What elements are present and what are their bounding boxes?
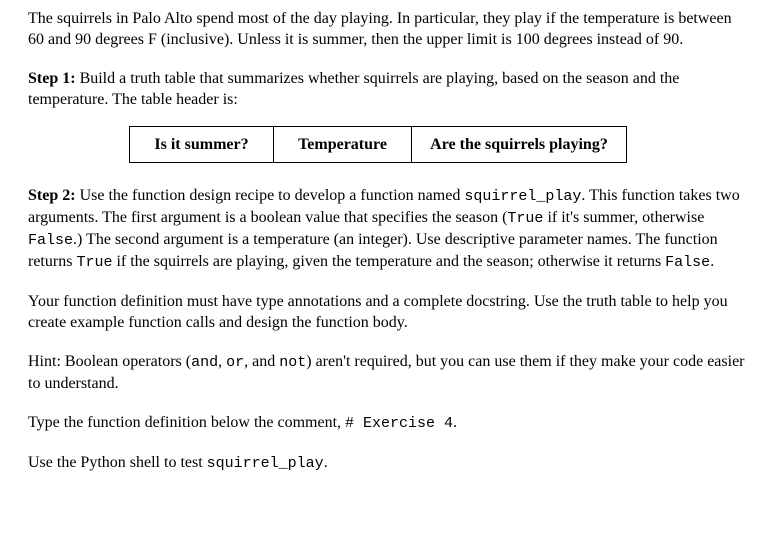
code-function-name-2: squirrel_play <box>206 455 324 472</box>
code-function-name: squirrel_play <box>464 188 582 205</box>
step1-text: Build a truth table that summarizes whether squirrels are playing, based on the season and the temperature. The table header is: <box>28 70 680 108</box>
header-cell-temperature: Temperature <box>274 127 412 163</box>
requirements-paragraph: Your function definition must have type annotations and a complete docstring. Use the truth table to help you create example function calls and design the function body. <box>28 293 728 331</box>
hint-text-3: , and <box>244 353 280 370</box>
hint-text-4: ) aren't required, but you can use them if they make your code easier to understand. <box>28 353 745 392</box>
type-text-2: . <box>453 414 458 431</box>
code-exercise-comment: # Exercise 4 <box>345 415 454 432</box>
code-and: and <box>191 354 219 371</box>
table-header-row <box>130 127 627 163</box>
intro-paragraph: The squirrels in Palo Alto spend most of the day playing. In particular, they play if the temperature is between 60 and 90 degrees F (inclusive). Unless it is summer, then the upper limit is 100 degrees instead of 90. <box>28 10 732 48</box>
step2-text-4: .) The second argument is a temperature (an integer). Use descriptive parameter names. The function returns <box>28 231 718 270</box>
code-true-2: True <box>76 254 113 271</box>
step2-text-2: . This function takes two arguments. The first argument is a boolean value that specifies the season ( <box>28 187 740 226</box>
code-or: or <box>226 354 245 371</box>
truth-table-header <box>129 126 627 163</box>
hint-text-1: Hint: Boolean operators ( <box>28 353 192 370</box>
step1-label: Step 1: <box>28 70 76 87</box>
header-cell-summer: Is it summer? <box>130 127 274 163</box>
step2-text-5: if the squirrels are playing, given the temperature and the season; otherwise it returns <box>112 253 666 270</box>
step2-paragraph <box>28 185 750 273</box>
shell-text-1: Use the Python shell to test <box>28 454 207 471</box>
step2-text-3: if it's summer, otherwise <box>543 209 705 226</box>
code-false: False <box>28 232 74 249</box>
shell-text-2: . <box>323 454 328 471</box>
code-false-2: False <box>665 254 711 271</box>
code-true: True <box>507 210 544 227</box>
code-not: not <box>279 354 307 371</box>
hint-text-2: , <box>218 353 227 370</box>
step1-paragraph <box>28 68 750 110</box>
hint-paragraph <box>28 351 750 394</box>
type-definition-paragraph <box>28 412 750 434</box>
step2-text-1: Use the function design recipe to develop a function named <box>75 187 465 204</box>
header-cell-playing: Are the squirrels playing? <box>412 127 627 163</box>
type-text-1: Type the function definition below the comment, <box>28 414 346 431</box>
step2-text-6: . <box>710 253 715 270</box>
step2-label: Step 2: <box>28 187 76 204</box>
shell-paragraph <box>28 452 750 474</box>
